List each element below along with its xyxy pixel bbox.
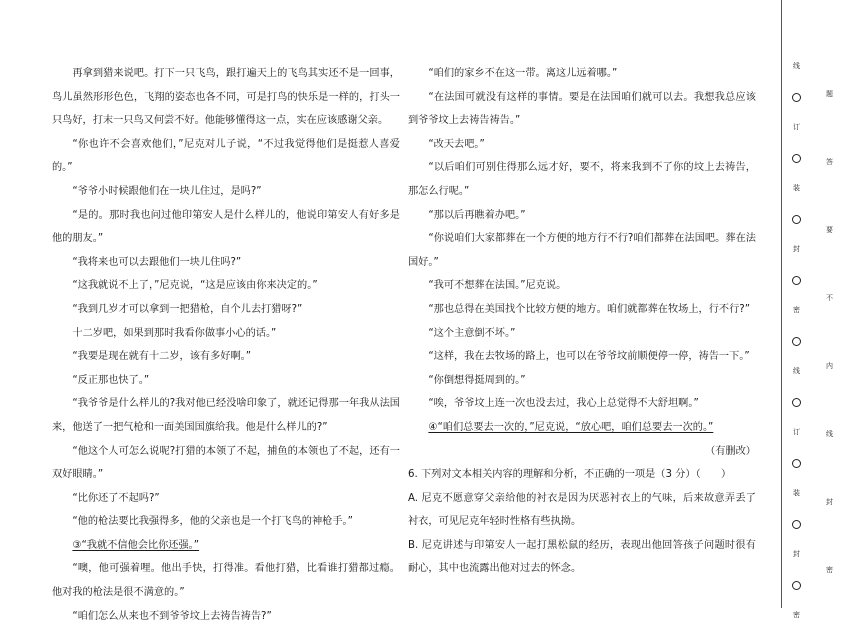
left-column — [52, 62, 400, 628]
right-paragraph: “以后咱们可别住得那么远才好，要不，将来我到不了你的坟上去祷告，那怎么行呢。” — [408, 162, 756, 197]
left-paragraph: “这我就说不上了，”尼克说，“这是应该由你来决定的。” — [72, 280, 318, 292]
right-paragraph: 6. 下列对文本相关内容的理解和分析，不正确的一项是（3 分）（ ） — [408, 469, 732, 481]
left-paragraph: “我爷爷是什么样儿的?我对他已经没啥印象了，就还记得那一年我从法国来，他送了一把气枪和一面美国国旗给我。他是什么样儿的?” — [52, 398, 400, 433]
margin-instruction-char: 封 — [826, 498, 833, 506]
left-paragraph: “我要是现在就有十二岁，该有多好啊。” — [72, 351, 252, 363]
binding-circle-icon — [792, 520, 801, 529]
left-paragraph: “爷爷小时候跟他们在一块儿住过，是吗?” — [72, 185, 262, 197]
right-paragraph — [408, 416, 756, 440]
left-paragraph: 十二岁吧，如果到那时我看你做事小心的话。” — [72, 327, 277, 339]
right-paragraph: “我可不想葬在法国。”尼克说。 — [428, 280, 567, 292]
right-column — [408, 62, 756, 581]
left-paragraph: “噢，他可强着哩。他出手快，打得准。看他打猎，比看谁打猎都过瘾。他对我的枪法是很不满意的。” — [52, 563, 400, 599]
left-paragraph: “是的。那时我也问过他印第安人是什么样儿的，他说印第安人有好多是他的朋友。” — [52, 209, 400, 245]
right-paragraph: （有删改） — [705, 445, 756, 457]
left-paragraph: 再拿到猎来说吧。打下一只飞鸟，跟打遍天上的飞鸟其实还不是一回事，鸟儿虽然形形色色，飞翔的姿态也各不同，可是打鸟的快乐是一样的，打头一只鸟好，打末一只鸟又何尝不好。他能够懂得这一点，实在应该感谢父亲。 — [52, 68, 400, 127]
binding-mark: 订 — [793, 428, 800, 436]
left-paragraph: “他的枪法要比我强得多，他的父亲也是一个打飞鸟的神枪手。” — [72, 516, 353, 528]
binding-mark: 封 — [793, 245, 800, 253]
margin-instruction-char: 密 — [826, 566, 833, 574]
left-paragraph: “咱们怎么从来也不到爷爷坟上去祷告祷告?” — [72, 610, 272, 622]
left-paragraph: “比你还了不起吗?” — [72, 492, 160, 504]
right-paragraph: “咱们的家乡不在这一带。离这儿远着哪。” — [428, 68, 618, 79]
binding-mark: 线 — [793, 62, 800, 70]
binding-mark: 订 — [793, 123, 800, 131]
binding-circle-icon — [792, 276, 801, 285]
left-paragraph: “我将来也可以去跟他们一块儿住吗?” — [72, 256, 242, 268]
right-paragraph: “你倒想得挺周到的。” — [428, 374, 526, 386]
right-paragraph: A. 尼克不愿意穿父亲给他的衬衣是因为厌恶衬衣上的气味，后来故意弄丢了衬衣，可见尼克年轻时性格有些执拗。 — [408, 492, 756, 528]
binding-circle-icon — [792, 337, 801, 346]
left-paragraph: “我到几岁才可以拿到一把猎枪，自个儿去打猎呀?” — [72, 303, 303, 315]
binding-circle-icon — [792, 215, 801, 224]
left-paragraph: “你也许不会喜欢他们，”尼克对儿子说，“不过我觉得他们是挺惹人喜爱的。” — [52, 138, 400, 174]
binding-circle-icon — [792, 93, 801, 102]
right-paragraph: “这个主意倒不坏。” — [428, 327, 516, 339]
binding-mark: 装 — [793, 184, 800, 192]
margin-instruction-char: 不 — [826, 294, 833, 302]
left-paragraph — [52, 534, 400, 558]
binding-line — [781, 0, 782, 608]
binding-circle-icon — [792, 581, 801, 590]
binding-mark: 线 — [793, 367, 800, 375]
margin-instruction-char: 题 — [826, 90, 833, 98]
right-paragraph: “在法国可就没有这样的事情。要是在法国咱们就可以去。我想我总应该到爷爷坟上去祷告祷告。” — [408, 91, 756, 127]
right-paragraph: “那以后再瞧着办吧。” — [428, 209, 526, 221]
right-paragraph: “那也总得在美国找个比较方便的地方。咱们就都葬在牧场上，行不行?” — [428, 303, 750, 315]
binding-circle-icon — [792, 398, 801, 407]
binding-margin — [786, 0, 860, 619]
margin-instruction-char: 内 — [826, 362, 833, 370]
binding-mark: 封 — [793, 550, 800, 558]
margin-instruction-char: 要 — [826, 226, 833, 234]
binding-mark: 密 — [793, 306, 800, 314]
margin-instruction-char: 线 — [826, 430, 833, 438]
right-paragraph: B. 尼克讲述与印第安人一起打黑松鼠的经历，表现出他回答孩子问题时很有耐心，其中也流露出他对过去的怀念。 — [408, 539, 756, 575]
left-paragraph: “反正那也快了。” — [72, 374, 150, 386]
binding-circle-icon — [792, 154, 801, 163]
underlined-sentence: ④“咱们总要去一次的，”尼克说，“放心吧，咱们总要去一次的。” — [428, 421, 714, 433]
underlined-sentence: ③“我就不信他会比你还强。” — [72, 539, 200, 551]
right-paragraph: “这样，我在去牧场的路上，也可以在爷爷坟前顺便停一停，祷告一下。” — [428, 351, 750, 363]
left-paragraph: “他这个人可怎么说呢?打猎的本领了不起，捕鱼的本领也了不起，还有一双好眼睛。” — [52, 445, 400, 481]
binding-mark: 装 — [793, 489, 800, 497]
binding-mark: 密 — [793, 611, 800, 619]
right-paragraph: “你说咱们大家都葬在一个方便的地方行不行?咱们都葬在法国吧。葬在法国好。” — [408, 233, 756, 268]
right-paragraph: “唉，爷爷坟上连一次也没去过，我心上总觉得不大舒坦啊。” — [428, 398, 699, 410]
right-paragraph: “改天去吧。” — [428, 138, 485, 150]
margin-instruction-char: 答 — [826, 158, 833, 166]
binding-circle-icon — [792, 459, 801, 468]
